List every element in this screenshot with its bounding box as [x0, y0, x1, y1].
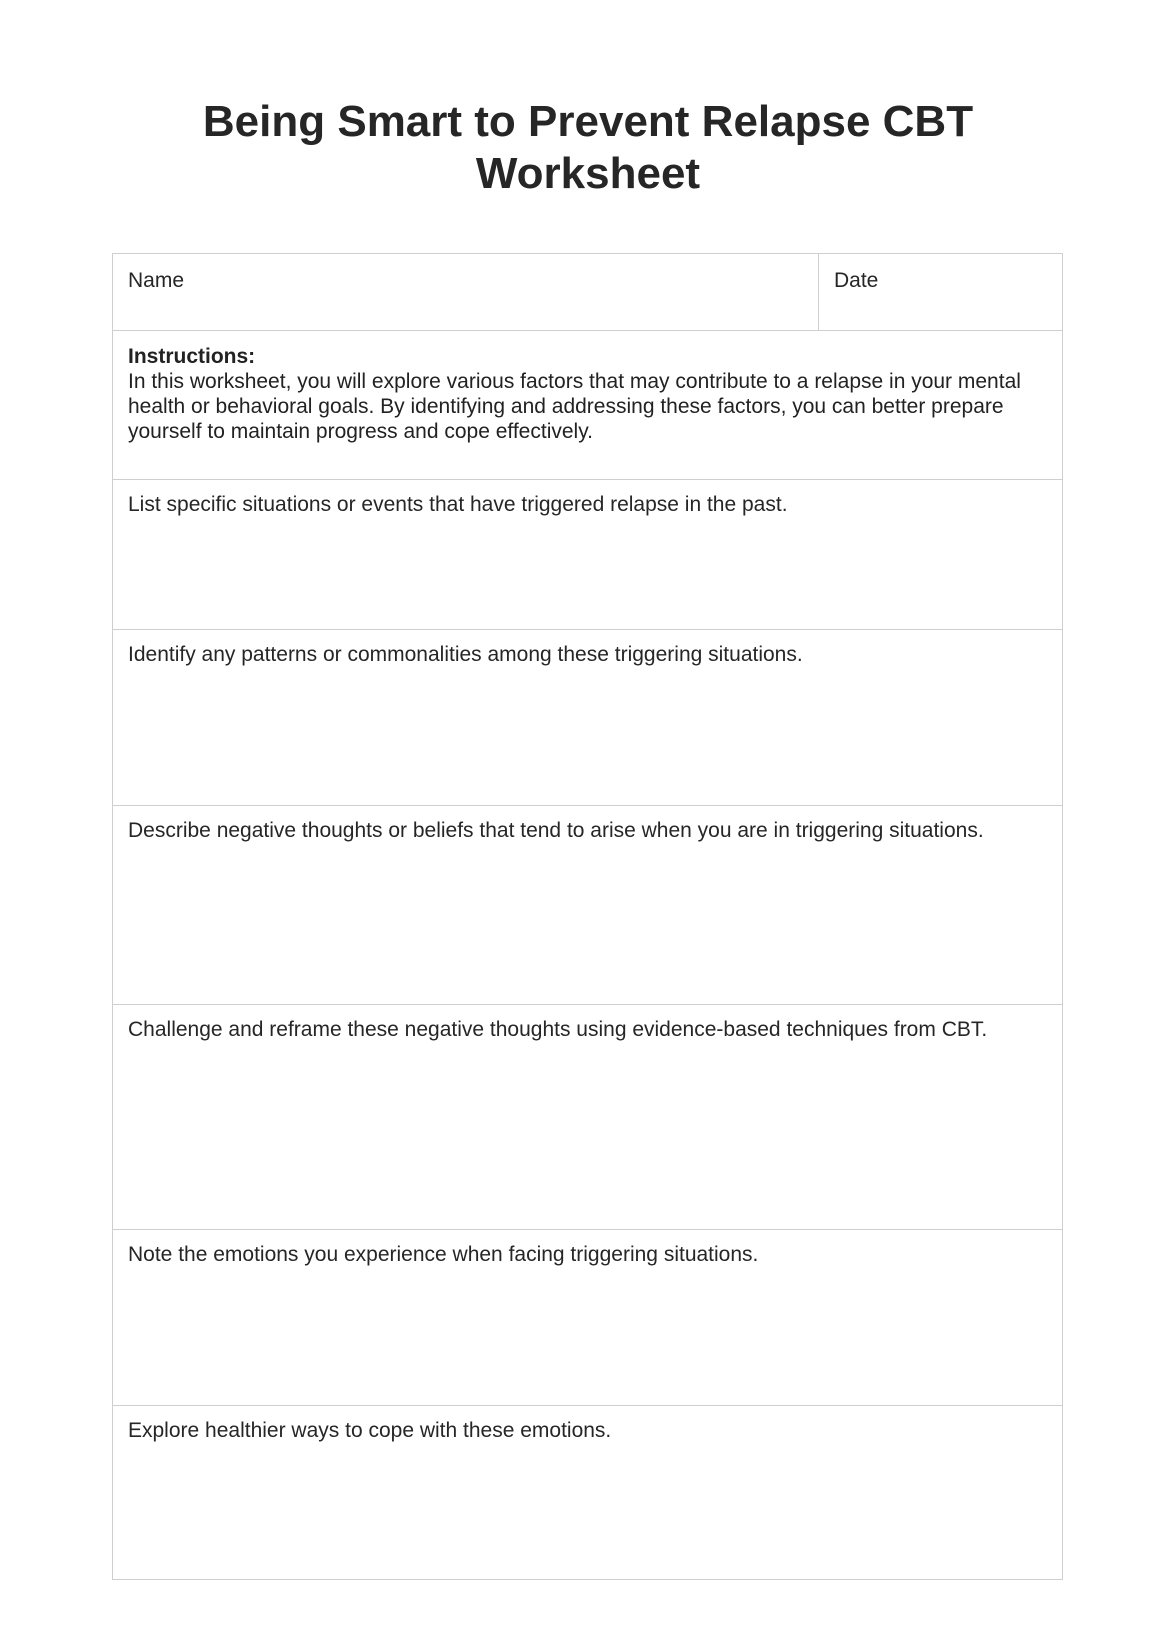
question-triggers-field[interactable]: [113, 480, 1062, 630]
name-date-row: [113, 254, 1062, 331]
title-line-2: Worksheet: [475, 149, 701, 198]
question-emotions-prompt: Note the emotions you experience when facing triggering situations.: [128, 1243, 759, 1266]
worksheet-table: [112, 253, 1063, 1580]
name-field[interactable]: [113, 254, 819, 330]
question-patterns-prompt: Identify any patterns or commonalities among these triggering situations.: [128, 643, 803, 666]
worksheet-title: [0, 96, 1176, 200]
title-line-1: Being Smart to Prevent Relapse CBT: [202, 97, 974, 146]
date-field[interactable]: [819, 254, 1062, 330]
question-triggers-prompt: List specific situations or events that have triggered relapse in the past.: [128, 493, 788, 516]
instructions-text: In this worksheet, you will explore various factors that may contribute to a relapse in your mental health or behavioral goals. By identifying and addressing these factors, you can better prepare yourself to maintain progress and cope effectively.: [128, 370, 1021, 443]
instructions-heading: Instructions:: [128, 345, 256, 368]
date-label: Date: [834, 269, 879, 292]
name-label: Name: [128, 269, 185, 292]
question-patterns-field[interactable]: [113, 630, 1062, 806]
question-coping-prompt: Explore healthier ways to cope with these emotions.: [128, 1419, 612, 1442]
question-negative-thoughts-field[interactable]: [113, 806, 1062, 1005]
question-coping-field[interactable]: [113, 1406, 1062, 1579]
question-emotions-field[interactable]: [113, 1230, 1062, 1406]
question-reframe-prompt: Challenge and reframe these negative thoughts using evidence-based techniques from CBT.: [128, 1018, 988, 1041]
instructions-section: [113, 331, 1062, 480]
question-reframe-field[interactable]: [113, 1005, 1062, 1230]
question-negative-thoughts-prompt: Describe negative thoughts or beliefs that tend to arise when you are in triggering situations.: [128, 819, 984, 842]
